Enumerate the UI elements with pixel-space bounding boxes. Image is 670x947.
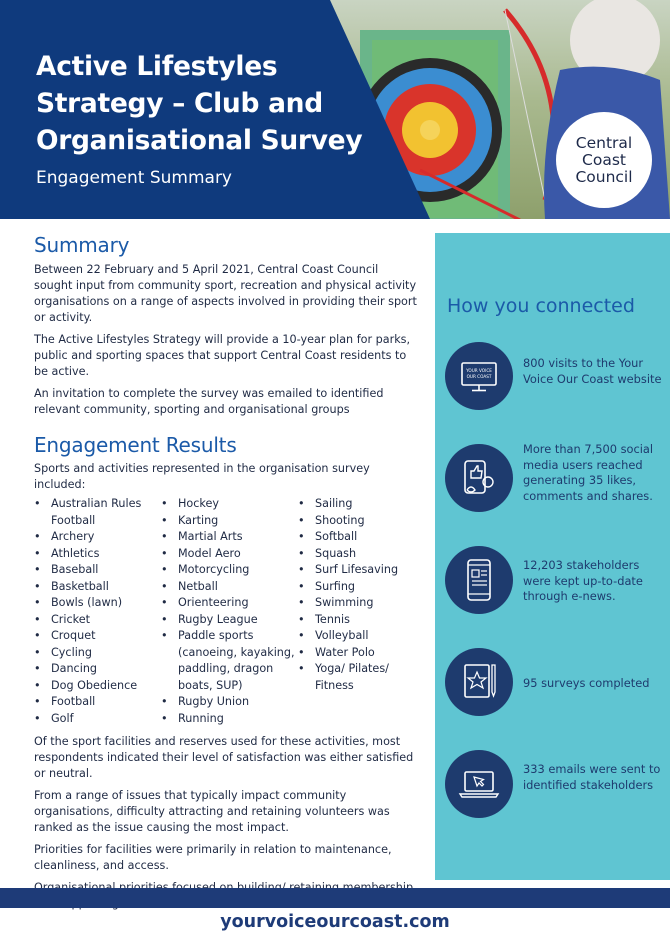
list-item: • Squash xyxy=(298,546,418,563)
list-item: • Running xyxy=(161,711,298,728)
stat-text: 95 surveys completed xyxy=(523,676,650,690)
stat-circle xyxy=(445,342,513,410)
results-paragraph: From a range of issues that typically impact community organisations, difficulty attracting and retaining volunteers was ranked as the issue causing the most impact. xyxy=(34,789,390,834)
stat-surveys xyxy=(445,648,670,718)
list-item: • Cycling xyxy=(34,645,161,662)
list-item: • Softball xyxy=(298,529,418,546)
list-item: • Swimming xyxy=(298,595,418,612)
stat-circle xyxy=(445,648,513,716)
list-item: • Model Aero xyxy=(161,546,298,563)
list-item: • Yoga/ Pilates/ Fitness xyxy=(298,661,418,694)
sports-column xyxy=(161,496,298,727)
list-item: • Surfing xyxy=(298,579,418,596)
list-item: • Dog Obedience xyxy=(34,678,161,695)
list-item: • Hockey xyxy=(161,496,298,513)
results-paragraph: Of the sport facilities and reserves used for these activities, most respondents indicated their level of satisfaction was either satisfied or neutral. xyxy=(34,735,414,780)
summary-paragraph: An invitation to complete the survey was emailed to identified relevant community, sporting and organisational groups xyxy=(34,387,384,416)
list-item: • Baseball xyxy=(34,562,161,579)
list-item: • Cricket xyxy=(34,612,161,629)
list-item: • Archery xyxy=(34,529,161,546)
list-item: • Martial Arts xyxy=(161,529,298,546)
summary-paragraph: Between 22 February and 5 April 2021, Central Coast Council sought input from community sport, recreation and physical activity organisations on a range of aspects involved in providing their sport or activity. xyxy=(34,263,417,324)
list-item: • Athletics xyxy=(34,546,161,563)
document-subtitle: Engagement Summary xyxy=(36,168,232,188)
website-link[interactable]: yourvoiceourcoast.com xyxy=(220,912,450,932)
stat-social-media xyxy=(445,444,670,514)
results-intro: Sports and activities represented in the organisation survey included: xyxy=(34,462,370,491)
list-item: • Orienteering xyxy=(161,595,298,612)
title-line: Organisational Survey xyxy=(36,125,363,156)
document-title xyxy=(36,48,396,159)
title-line: Active Lifestyles xyxy=(36,51,278,82)
sports-column xyxy=(34,496,161,727)
summary-heading: Summary xyxy=(34,233,130,257)
footer-bar xyxy=(0,888,670,908)
sports-list xyxy=(34,496,418,727)
list-item: • Netball xyxy=(161,579,298,596)
list-item: • Rugby Union xyxy=(161,694,298,711)
social-media-icon xyxy=(445,444,513,512)
list-item: • Paddle sports (canoeing, kayaking, paddling, dragon boats, SUP) xyxy=(161,628,298,694)
list-item: • Karting xyxy=(161,513,298,530)
stat-emails xyxy=(445,750,670,820)
monitor-screen-text: OUR COAST xyxy=(466,374,492,379)
list-item: • Dancing xyxy=(34,661,161,678)
stat-enews xyxy=(445,546,670,616)
main-content xyxy=(34,232,418,912)
sports-column xyxy=(298,496,418,727)
laptop-icon xyxy=(445,750,513,818)
list-item: • Water Polo xyxy=(298,645,418,662)
stat-website-visits xyxy=(445,342,670,412)
council-logo xyxy=(556,112,652,208)
list-item: • Rugby League xyxy=(161,612,298,629)
stat-text: 12,203 stakeholders were kept up-to-date through e-news. xyxy=(523,558,643,603)
stat-circle xyxy=(445,750,513,818)
list-item: • Croquet xyxy=(34,628,161,645)
list-item: • Motorcycling xyxy=(161,562,298,579)
list-item: • Shooting xyxy=(298,513,418,530)
stat-text: More than 7,500 social media users reached generating 35 likes, comments and shares. xyxy=(523,442,654,503)
logo-line: Council xyxy=(575,167,633,186)
stat-circle xyxy=(445,546,513,614)
list-item: • Golf xyxy=(34,711,161,728)
title-line: Strategy – Club and xyxy=(36,88,323,119)
list-item: • Australian Rules Football xyxy=(34,496,161,529)
stat-text: 800 visits to the Your Voice Our Coast website xyxy=(523,356,662,386)
results-heading: Engagement Results xyxy=(34,433,237,457)
list-item: • Football xyxy=(34,694,161,711)
stat-circle xyxy=(445,444,513,512)
logo-line: Coast xyxy=(582,150,626,169)
list-item: • Volleyball xyxy=(298,628,418,645)
list-item: • Surf Lifesaving xyxy=(298,562,418,579)
list-item: • Basketball xyxy=(34,579,161,596)
connected-heading: How you connected xyxy=(447,295,635,317)
monitor-icon xyxy=(445,342,513,410)
logo-line: Central xyxy=(575,133,633,152)
how-you-connected-panel xyxy=(435,233,670,880)
survey-icon xyxy=(445,648,513,716)
header-banner xyxy=(0,0,670,219)
list-item: • Bowls (lawn) xyxy=(34,595,161,612)
summary-paragraph: The Active Lifestyles Strategy will provide a 10-year plan for parks, public and sporting spaces that support Central Coast residents to be active. xyxy=(34,333,411,378)
list-item: • Tennis xyxy=(298,612,418,629)
results-paragraph: Priorities for facilities were primarily in relation to maintenance, cleanliness, and access. xyxy=(34,843,392,872)
smartphone-icon xyxy=(445,546,513,614)
list-item: • Sailing xyxy=(298,496,418,513)
monitor-screen-text: YOUR VOICE xyxy=(466,368,492,373)
stat-text: 333 emails were sent to identified stakeholders xyxy=(523,762,661,792)
